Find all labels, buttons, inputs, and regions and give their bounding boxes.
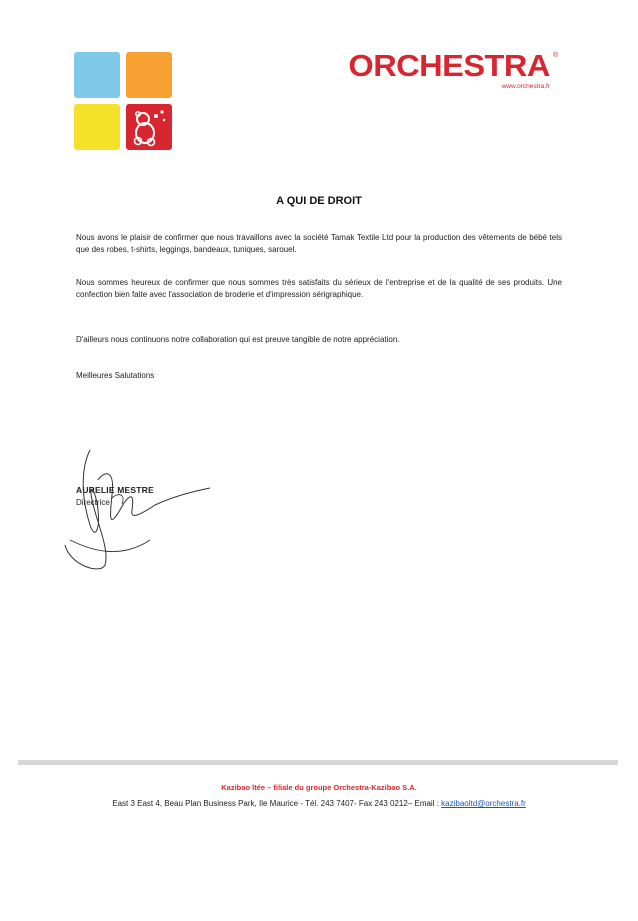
brand-name: ORCHESTRA	[348, 48, 550, 83]
paragraph-1: Nous avons le plaisir de confirmer que nous travaillons avec la société Tamak Textile Ltd pour la production des vêtements de bébé tels que des robes, t-shirts, leggings, bandeaux, tuniques, sarouel.	[76, 233, 562, 254]
logo-square-yellow	[74, 104, 120, 150]
brand-url[interactable]: www.orchestra.fr	[501, 83, 550, 90]
logo-square-orange	[126, 52, 172, 98]
signatory-name: AURELIE MESTRE	[76, 485, 154, 495]
footer-company: Kazibao ltée – filiale du groupe Orchestra-Kazibao S.A.	[221, 783, 417, 792]
footer-address: East 3 East 4, Beau Plan Business Park, Ile Maurice - Tél. 243 7407- Fax 243 0212– Email :	[112, 799, 442, 808]
letter-title: A QUI DE DROIT	[276, 195, 362, 207]
closing-salutation: Meilleures Salutations	[76, 371, 155, 380]
signatory-title: Directrice	[76, 498, 110, 507]
logo-square-blue	[74, 52, 120, 98]
teddy-bear-icon	[126, 104, 172, 150]
footer-email-link[interactable]: kazibaoltd@orchestra.fr	[441, 799, 526, 808]
paragraph-3: D'ailleurs nous continuons notre collaboration qui est preuve tangible de notre appréciation.	[76, 335, 400, 344]
registered-mark: ®	[552, 52, 558, 59]
handwritten-signature	[60, 440, 220, 580]
footer-divider	[18, 760, 618, 765]
logo-squares	[74, 52, 174, 152]
paragraph-2: Nous sommes heureux de confirmer que nous sommes très satisfaits du sérieux de l'entreprise et de la qualité de ses produits. Une confection bien faite avec l'association de broderie et d'impression sérigraphique.	[76, 278, 562, 299]
footer-address-line	[0, 799, 638, 808]
brand-block	[348, 48, 558, 90]
